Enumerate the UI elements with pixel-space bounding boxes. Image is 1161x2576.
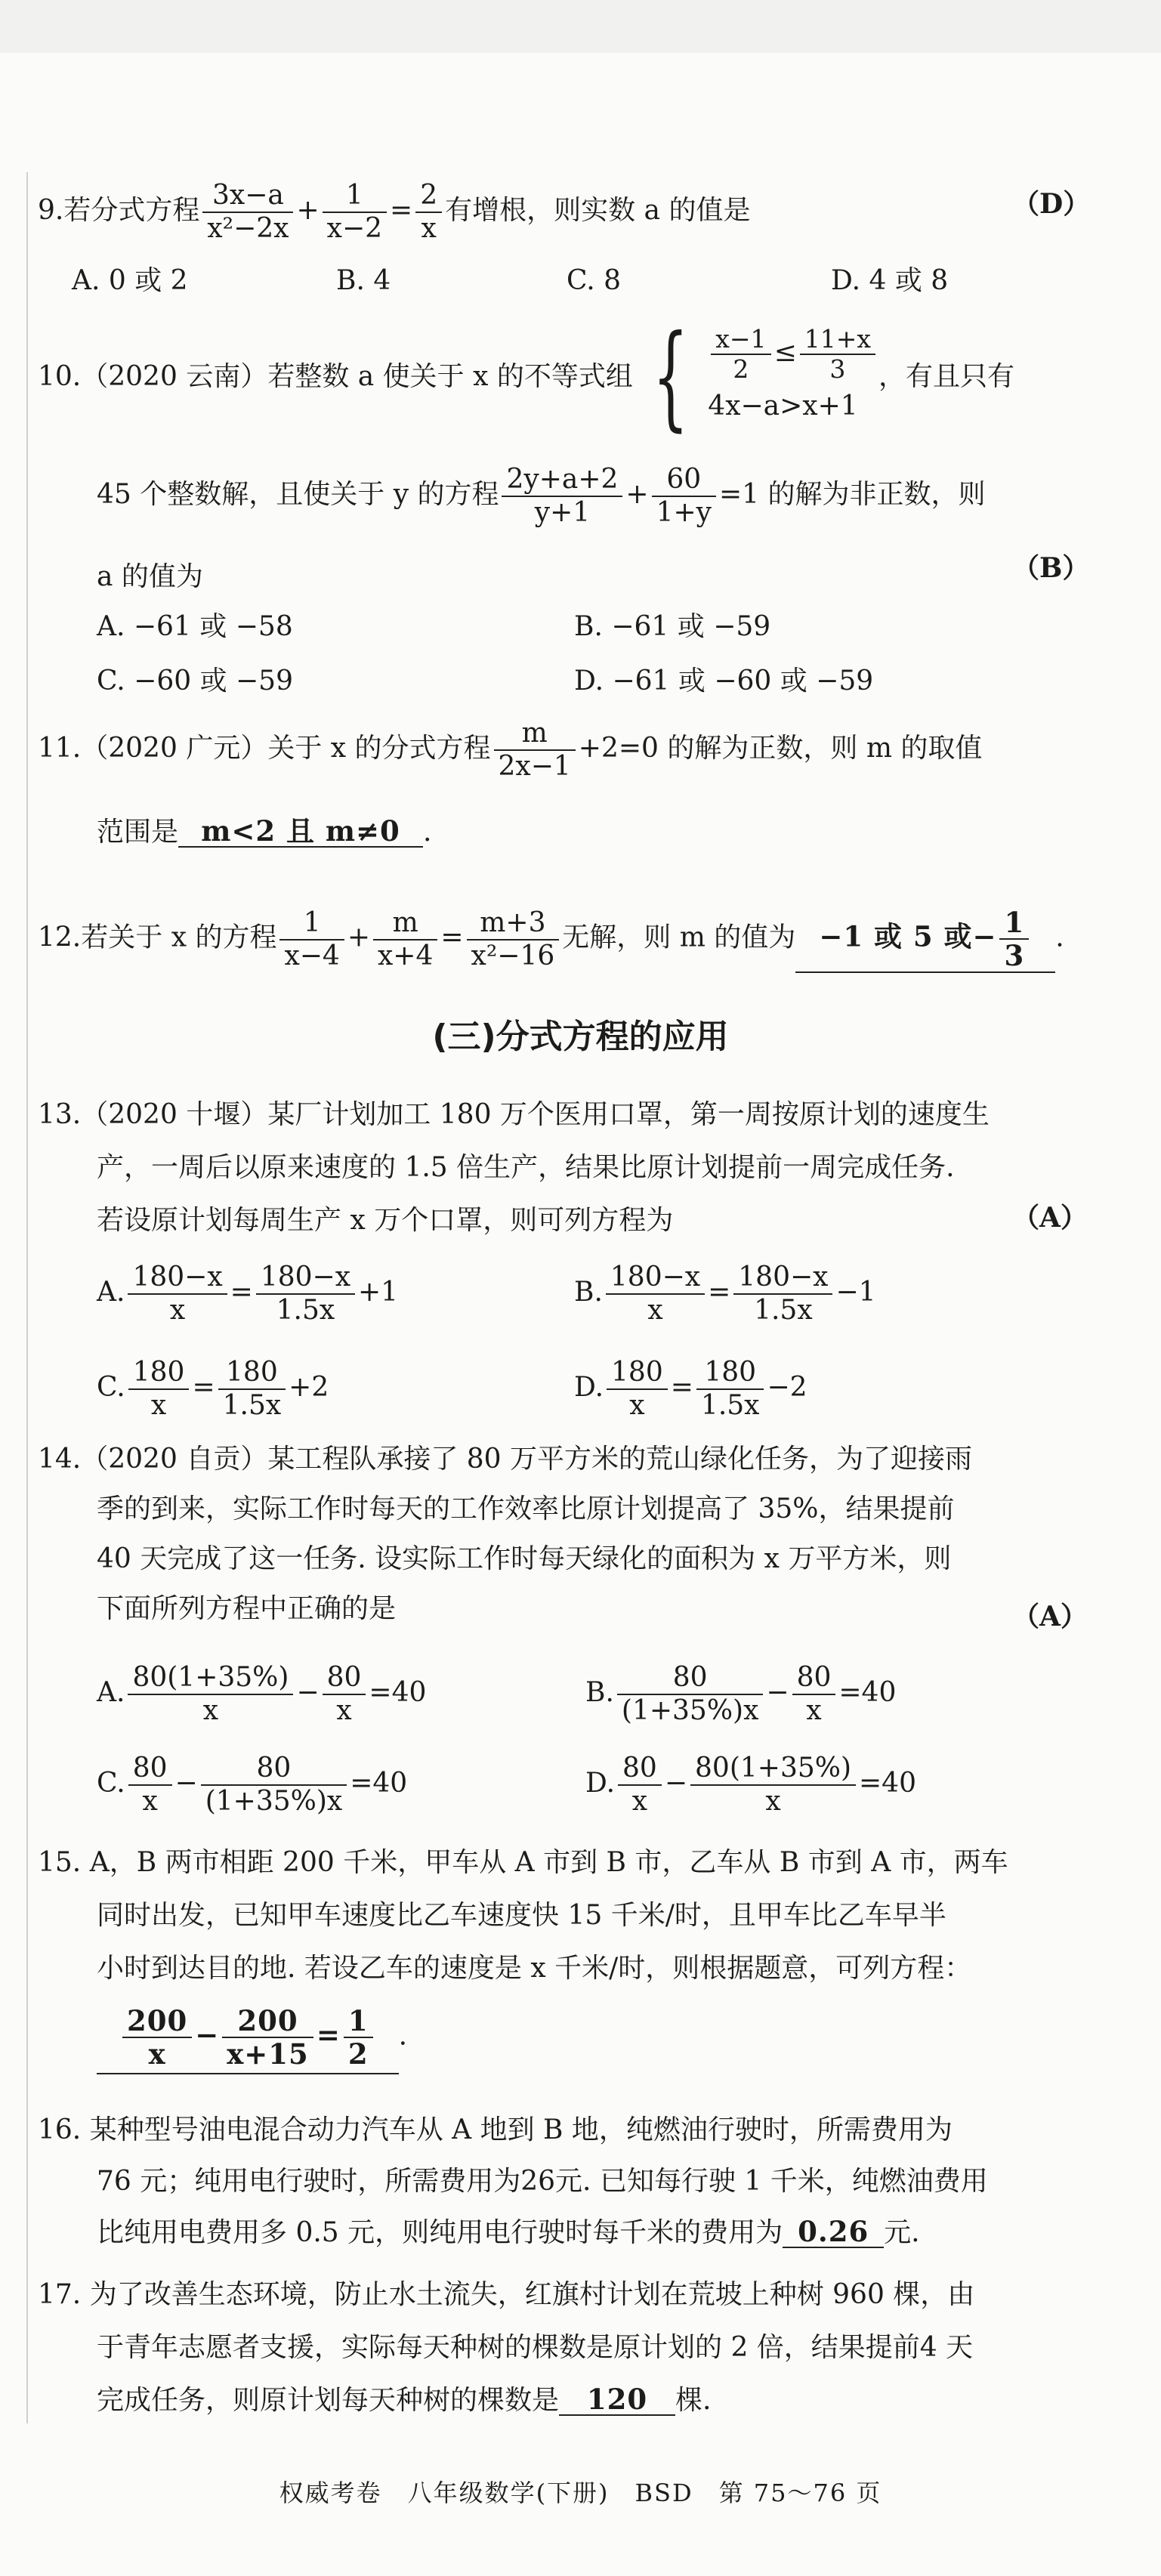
q15-answer-line: $\frac{200}{x}$ − $\frac{200}{x+15}$ = $\frac{1}{2}$ . (97, 2005, 407, 2074)
q14-option-d: D. $\frac{80}{x}$ − $\frac{80(1+35\%)}{x}$ =40 (585, 1753, 916, 1817)
q13-option-c: C. $\frac{180}{x}$ = $\frac{180}{1.5x}$ +2 (97, 1357, 329, 1421)
q10-option-d: D. −61 或 −60 或 −59 (574, 666, 874, 697)
q15-answer-blank: $\frac{200}{x}$ − $\frac{200}{x+15}$ = $\frac{1}{2}$ (97, 2005, 399, 2074)
q13-option-b: B. $\frac{180-x}{x}$ = $\frac{180-x}{1.5x}$ −1 (574, 1262, 876, 1326)
top-scan-band (0, 0, 1161, 53)
q10-answer: （B） (1012, 552, 1090, 584)
section-heading: (三)分式方程的应用 (432, 1018, 729, 1056)
q10-line3: a 的值为 (97, 561, 203, 592)
q14-option-a: A. $\frac{80(1+35\%)}{x}$ − $\frac{80}{x}$ =40 (97, 1662, 427, 1726)
q15-line1: 15. A，B 两市相距 200 千米，甲车从 A 市到 B 市，乙车从 B 市到 A 市，两车 (38, 1847, 1008, 1878)
q11-line2: 范围是 m<2 且 m≠0 . (97, 814, 432, 848)
q17-line1: 17. 为了改善生态环境，防止水土流失，红旗村计划在荒坡上种树 960 棵，由 (38, 2279, 975, 2310)
q9-tail: 有增根，则实数 a 的值是 (445, 195, 751, 226)
q16-line3: 比纯用电费用多 0.5 元，则纯用电行驶时每千米的费用为 0.26 元. (97, 2215, 920, 2248)
q15-line2: 同时出发，已知甲车速度比乙车速度快 15 千米/时，且甲车比乙车早半 (97, 1900, 946, 1931)
q17-answer-blank: 120 (559, 2384, 675, 2416)
q9-frac-2: $\frac{1}{x-2}$ (323, 180, 387, 245)
q10-line2: 45 个整数解，且使关于 y 的方程 $\frac{2y+a+2}{y+1}$ + $\frac{60}{1+y}$ =1 的解为非正数，则 (97, 464, 986, 528)
q10-option-c: C. −60 或 −59 (97, 666, 293, 697)
q13-option-a: A. $\frac{180-x}{x}$ = $\frac{180-x}{1.5x}$ +1 (97, 1262, 399, 1326)
q9-stem: 9.若分式方程 $\frac{3x-a}{\text{x²−2x}}$ + $\frac{1}{x-2}$ = $\frac{2}{x}$ 有增根，则实数 a 的值是 (38, 180, 751, 244)
q13-line1: 13.（2020 十堰）某厂计划加工 180 万个医用口罩，第一周按原计划的速度生 (38, 1099, 990, 1130)
q9-frac-1: $\frac{3x-a}{\text{x²−2x}}$ (202, 180, 293, 245)
q13-option-d: D. $\frac{180}{x}$ = $\frac{180}{1.5x}$ −2 (574, 1357, 807, 1421)
q14-line4: 下面所列方程中正确的是 (97, 1593, 397, 1624)
page-footer: 权威考卷 八年级数学(下册) BSD 第 75～76 页 (279, 2479, 882, 2507)
q10-system-brace: { (652, 311, 689, 443)
q14-answer: （A） (1012, 1601, 1088, 1632)
q9-option-b: B. 4 (336, 265, 391, 296)
q16-line1: 16. 某种型号油电混合动力汽车从 A 地到 B 地，纯燃油行驶时，所需费用为 (38, 2114, 953, 2145)
q10-tail: ，有且只有 (878, 361, 1015, 392)
q10-inequality-system: $\frac{x-1}{2}$ ≤ $\frac{11+x}{3}$ 4x−a>x+1 (708, 325, 878, 429)
q13-line2: 产，一周后以原来速度的 1.5 倍生产，结果比原计划提前一周完成任务. (97, 1152, 955, 1183)
q16-answer-blank: 0.26 (783, 2216, 884, 2248)
q10-option-b: B. −61 或 −59 (574, 611, 771, 642)
q11-stem: 11.（2020 广元）关于 x 的分式方程 $\frac{m}{2x-1}$ +2=0 的解为正数，则 m 的取值 (38, 718, 983, 782)
q9-lead: 9.若分式方程 (38, 195, 200, 226)
q9-option-c: C. 8 (567, 265, 622, 296)
q9-option-d: D. 4 或 8 (831, 265, 949, 296)
left-margin-rule (26, 172, 28, 2423)
q15-line3: 小时到达目的地. 若设乙车的速度是 x 千米/时，则根据题意，可列方程： (97, 1953, 972, 1984)
q14-line1: 14.（2020 自贡）某工程队承接了 80 万平方米的荒山绿化任务，为了迎接雨 (38, 1444, 973, 1475)
q16-line2: 76 元；纯用电行驶时，所需费用为26元. 已知每行驶 1 千米，纯燃油费用 (97, 2166, 988, 2197)
q17-line2: 于青年志愿者支援，实际每天种树的棵数是原计划的 2 倍，结果提前4 天 (97, 2332, 974, 2363)
q12-answer-blank: −1 或 5 或− $\frac{1}{3}$ (795, 907, 1055, 973)
q13-answer: （A） (1012, 1202, 1088, 1234)
q14-option-c: C. $\frac{80}{x}$ − $\frac{80}{(1+35\%)x}$ =40 (97, 1753, 408, 1817)
q12-stem: 12.若关于 x 的方程 $\frac{1}{x-4}$ + $\frac{m}{x+4}$ = $\frac{m+3}{\text{x²−16}}$ 无解，则 m 的值为 −1 或 5 或− $\frac{1}{3}$ . (38, 906, 1064, 972)
q14-option-b: B. $\frac{80}{(1+35\%)x}$ − $\frac{80}{x}$ =40 (585, 1662, 897, 1726)
q10-option-a: A. −61 或 −58 (97, 611, 293, 642)
q10-stem (38, 311, 1015, 443)
q13-line3: 若设原计划每周生产 x 万个口罩，则可列方程为 (97, 1205, 674, 1236)
q14-line3: 40 天完成了这一任务. 设实际工作时每天绿化的面积为 x 万平方米，则 (97, 1543, 952, 1574)
q9-answer: （D） (1012, 188, 1091, 220)
q11-answer-blank: m<2 且 m≠0 (178, 816, 423, 848)
q9-frac-3: $\frac{2}{x}$ (415, 180, 442, 245)
q14-line2: 季的到来，实际工作时每天的工作效率比原计划提高了 35%，结果提前 (97, 1493, 955, 1524)
q9-option-a: A. 0 或 2 (72, 265, 188, 296)
q17-line3: 完成任务，则原计划每天种树的棵数是 120 棵. (97, 2383, 712, 2416)
q10-lead: 10.（2020 云南）若整数 a 使关于 x 的不等式组 (38, 361, 633, 392)
